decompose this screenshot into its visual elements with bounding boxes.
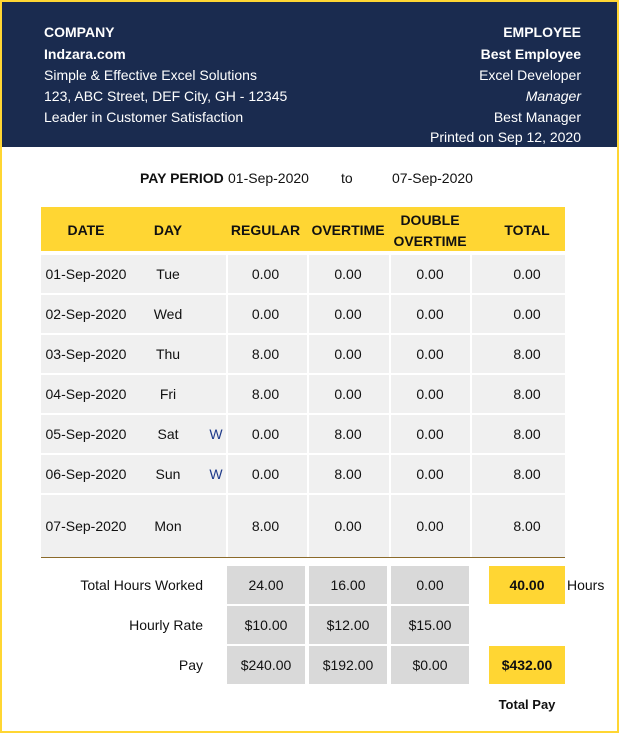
column-divider <box>389 375 391 413</box>
rate-regular: $10.00 <box>227 606 305 644</box>
cell-regular: 0.00 <box>251 466 280 482</box>
column-divider <box>470 295 472 333</box>
cell-date: 04-Sep-2020 <box>45 386 127 402</box>
column-divider <box>470 415 472 453</box>
employee-name: Best Employee <box>480 46 581 62</box>
table-row <box>41 375 565 413</box>
column-divider <box>307 295 309 333</box>
column-divider <box>389 495 391 557</box>
cell-overtime: 0.00 <box>334 266 362 282</box>
cell-regular: 0.00 <box>251 266 280 282</box>
table-row <box>41 495 565 557</box>
cell-regular: 8.00 <box>251 518 280 534</box>
company-tagline: Simple & Effective Excel Solutions <box>44 67 257 83</box>
cell-day: Fri <box>159 386 177 402</box>
header-total: TOTAL <box>504 222 550 238</box>
company-heading: COMPANY <box>44 24 115 40</box>
cell-overtime: 0.00 <box>334 346 362 362</box>
hours-regular: 24.00 <box>227 566 305 604</box>
rate-double: $15.00 <box>391 606 469 644</box>
cell-regular: 0.00 <box>251 426 280 442</box>
cell-total: 8.00 <box>513 346 541 362</box>
manager-name: Best Manager <box>493 109 581 125</box>
cell-flag: W <box>209 426 223 442</box>
cell-date: 01-Sep-2020 <box>45 266 127 282</box>
cell-double: 0.00 <box>416 386 444 402</box>
header-date: DATE <box>67 222 105 238</box>
rate-overtime: $12.00 <box>309 606 387 644</box>
column-divider <box>470 495 472 557</box>
column-divider <box>226 335 228 373</box>
cell-total: 0.00 <box>513 266 541 282</box>
pay-period-end: 07-Sep-2020 <box>392 170 473 186</box>
cell-total: 0.00 <box>513 306 541 322</box>
cell-date: 02-Sep-2020 <box>45 306 127 322</box>
column-divider <box>307 255 309 293</box>
cell-overtime: 0.00 <box>334 518 362 534</box>
column-divider <box>389 455 391 493</box>
column-divider <box>470 375 472 413</box>
column-divider <box>226 415 228 453</box>
employee-title: Excel Developer <box>479 67 581 83</box>
cell-double: 0.00 <box>416 306 444 322</box>
pay-period-label: PAY PERIOD <box>140 170 224 186</box>
table-row <box>41 255 565 293</box>
cell-day: Tue <box>156 266 180 282</box>
column-divider <box>307 495 309 557</box>
header-day: DAY <box>153 222 183 238</box>
column-divider <box>470 255 472 293</box>
table-row <box>41 415 565 453</box>
company-address: 123, ABC Street, DEF City, GH - 12345 <box>44 88 288 104</box>
table-bottom-rule <box>41 557 565 558</box>
cell-overtime: 8.00 <box>334 466 362 482</box>
hourly-rate-label: Hourly Rate <box>129 617 203 633</box>
cell-double: 0.00 <box>416 426 444 442</box>
cell-date: 06-Sep-2020 <box>45 466 127 482</box>
column-divider <box>226 255 228 293</box>
cell-double: 0.00 <box>416 466 444 482</box>
header-overtime: OVERTIME <box>311 222 385 238</box>
cell-date: 05-Sep-2020 <box>45 426 127 442</box>
header-double-line1: DOUBLE <box>400 212 460 228</box>
pay-label: Pay <box>178 657 203 673</box>
table-row <box>41 335 565 373</box>
cell-flag: W <box>209 466 223 482</box>
printed-date: Printed on Sep 12, 2020 <box>429 129 581 145</box>
pay-regular: $240.00 <box>227 646 305 684</box>
cell-regular: 0.00 <box>251 306 280 322</box>
column-divider <box>470 335 472 373</box>
header-double-line2: OVERTIME <box>393 233 467 249</box>
total-pay-label: Total Pay <box>498 697 556 712</box>
pay-period-start: 01-Sep-2020 <box>228 170 309 186</box>
column-divider <box>226 375 228 413</box>
column-divider <box>307 415 309 453</box>
cell-day: Thu <box>155 346 181 362</box>
column-divider <box>226 295 228 333</box>
hours-overtime: 16.00 <box>309 566 387 604</box>
column-divider <box>307 375 309 413</box>
column-divider <box>470 455 472 493</box>
table-row <box>41 455 565 493</box>
hours-total: 40.00 <box>489 566 565 604</box>
cell-total: 8.00 <box>513 518 541 534</box>
cell-total: 8.00 <box>513 426 541 442</box>
cell-day: Sat <box>157 426 179 442</box>
table-row <box>41 295 565 333</box>
pay-double: $0.00 <box>391 646 469 684</box>
cell-total: 8.00 <box>513 466 541 482</box>
cell-regular: 8.00 <box>251 386 280 402</box>
company-motto: Leader in Customer Satisfaction <box>44 109 244 125</box>
cell-day: Mon <box>154 518 182 534</box>
column-divider <box>389 415 391 453</box>
hours-double: 0.00 <box>391 566 469 604</box>
cell-day: Sun <box>155 466 181 482</box>
cell-regular: 8.00 <box>251 346 280 362</box>
pay-overtime: $192.00 <box>309 646 387 684</box>
cell-double: 0.00 <box>416 346 444 362</box>
cell-total: 8.00 <box>513 386 541 402</box>
cell-day: Wed <box>153 306 183 322</box>
column-divider <box>307 335 309 373</box>
column-divider <box>389 335 391 373</box>
cell-date: 03-Sep-2020 <box>45 346 127 362</box>
column-divider <box>389 295 391 333</box>
header-regular: REGULAR <box>230 222 301 238</box>
pay-period-to: to <box>341 170 353 186</box>
employee-heading: EMPLOYEE <box>503 24 581 40</box>
total-hours-label: Total Hours Worked <box>80 577 203 593</box>
pay-total: $432.00 <box>489 646 565 684</box>
column-divider <box>226 455 228 493</box>
hours-unit: Hours <box>567 577 605 593</box>
cell-overtime: 0.00 <box>334 386 362 402</box>
cell-double: 0.00 <box>416 518 444 534</box>
cell-overtime: 8.00 <box>334 426 362 442</box>
header-banner <box>2 2 617 147</box>
table-header <box>41 207 565 251</box>
company-name: Indzara.com <box>44 46 126 62</box>
cell-date: 07-Sep-2020 <box>45 518 127 534</box>
manager-label: Manager <box>525 88 581 104</box>
column-divider <box>389 255 391 293</box>
cell-double: 0.00 <box>416 266 444 282</box>
cell-overtime: 0.00 <box>334 306 362 322</box>
column-divider <box>226 495 228 557</box>
column-divider <box>307 455 309 493</box>
